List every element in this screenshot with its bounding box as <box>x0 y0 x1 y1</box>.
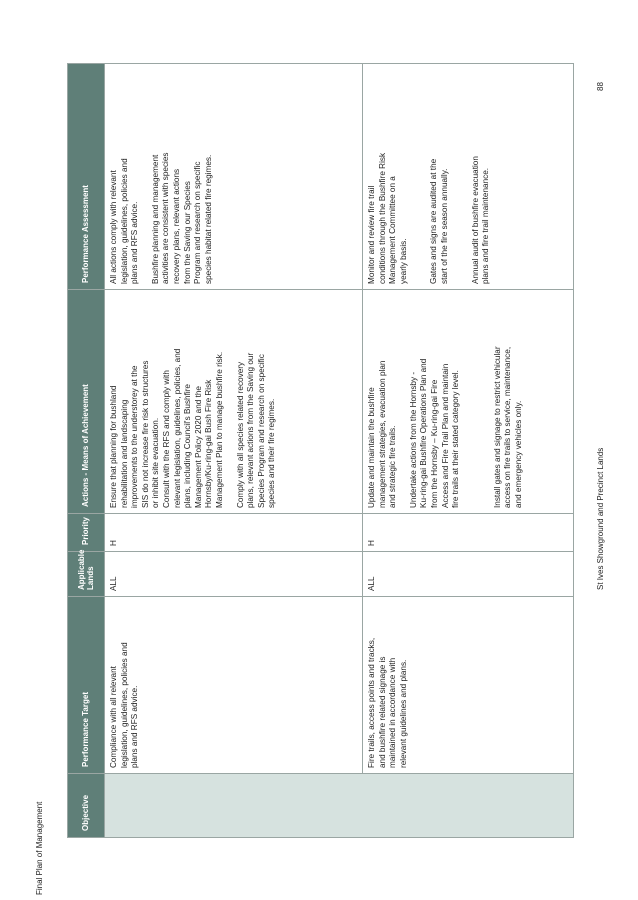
text-line: Undertake actions from the Hornsby - <box>408 371 418 508</box>
text-line: Management Committee on a <box>388 176 398 284</box>
text-line: improvements to the understorey at the <box>130 365 140 508</box>
paragraph-gap <box>451 69 471 284</box>
text-line: Management Plan to manage bushfire risk. <box>214 351 224 508</box>
text-line: access on fire trails to service, maintenance, <box>503 346 513 508</box>
target-cell <box>363 597 574 774</box>
text-line: Program and research on specific <box>193 161 203 284</box>
text-line: start of the fire season annually. <box>439 168 449 284</box>
paragraph-gap <box>409 69 429 284</box>
target-cell <box>105 597 363 774</box>
text-line: relevant guidelines and plans. <box>398 659 408 768</box>
text-line: plans, including Council's Bushfire <box>183 384 193 508</box>
table-row <box>105 64 363 838</box>
header-priority: Priority <box>68 514 105 552</box>
management-actions-table <box>67 63 574 838</box>
text-line: management strategies, evacuation plan <box>377 360 387 508</box>
text-line: Monitor and review fire trail <box>367 185 376 284</box>
lands-cell: ALL <box>105 552 363 597</box>
text-line: All actions comply with relevant <box>109 170 118 284</box>
footer-document-title: Final Plan of Management <box>35 801 44 895</box>
text-line: species habitat related fire regimes. <box>203 154 213 284</box>
text-line: Comply with all species related recovery <box>235 361 245 508</box>
header-performance-assessment: Performance Assessment <box>68 64 105 290</box>
text-line: Annual audit of bushfire evacuation <box>470 156 480 284</box>
text-line: Access and Fire Trail Plan and maintain <box>440 363 450 508</box>
text-line: Fire trails, access points and tracks, <box>367 637 376 768</box>
footer-site-name: St Ives Showground and Precinct Lands <box>596 447 605 590</box>
assessment-cell <box>105 64 363 290</box>
text-line: relevant legislation, guidelines, policies, and <box>172 348 182 508</box>
text-line: Bushfire planning and management <box>150 154 160 284</box>
header-actions: Actions - Means of Achievement <box>68 290 105 514</box>
priority-cell: H <box>105 514 363 552</box>
objective-cell <box>105 774 574 838</box>
table-header-row <box>68 64 105 838</box>
actions-cell <box>105 290 363 514</box>
header-objective: Objective <box>68 774 105 838</box>
text-line: from the Saving our Species <box>182 181 192 284</box>
header-applicable-lands: Applicable Lands <box>68 552 105 597</box>
text-line: activities are consistent with species <box>161 152 171 284</box>
text-line: Update and maintain the bushfire <box>367 387 376 508</box>
text-line: and bushfire related signage is <box>377 656 387 768</box>
text-line: Compliance with all relevant <box>109 666 118 768</box>
text-line: SIS do not increase fire risk to structures <box>140 360 150 508</box>
text-line: Gates and signs are audited at the <box>429 158 439 284</box>
actions-cell <box>363 290 574 514</box>
text-line: conditions through the Bushfire Risk <box>377 152 387 284</box>
text-line: Hornsby/Ku-ring-gai Bush Fire Risk <box>204 379 214 508</box>
paragraph-gap <box>141 69 151 284</box>
header-performance-target: Performance Target <box>68 597 105 774</box>
text-line: from the Hornsby – Ku-ring-gai Fire <box>429 379 439 508</box>
assessment-cell <box>363 64 574 290</box>
text-line: Species Program and research on specific <box>256 354 266 508</box>
text-line: legislation, guidelines, policies and <box>119 642 129 768</box>
paragraph-gap <box>462 295 493 508</box>
text-line: recovery plans, relevant actions <box>171 168 181 284</box>
priority-cell: H <box>363 514 574 552</box>
page-number: 88 <box>596 82 605 91</box>
text-line: yearly basis. <box>398 238 408 284</box>
text-line: Ku-ring-gai Bushfire Operations Plan and <box>419 358 429 508</box>
text-line: rehabilitation and landscaping <box>119 399 129 508</box>
text-line: and emergency vehicles only. <box>513 400 523 508</box>
paragraph-gap <box>226 295 236 508</box>
text-line: Ensure that planning for bushland <box>109 385 118 508</box>
lands-cell: ALL <box>363 552 574 597</box>
text-line: plans and fire trail maintenance. <box>481 167 491 284</box>
rotated-table-container <box>67 64 574 838</box>
text-line: and strategic fire trails. <box>388 425 398 508</box>
text-line: plans and RFS advice. <box>130 201 140 284</box>
table-row <box>363 64 574 838</box>
text-line: Consult with the RFS and comply with <box>161 370 171 508</box>
text-line: species and their fire regimes. <box>267 398 277 508</box>
paragraph-gap <box>399 295 409 508</box>
text-line: legislation, guidelines, policies and <box>119 158 129 284</box>
text-line: Install gates and signage to restrict vehicular <box>492 346 502 508</box>
text-line: maintained in accordance with <box>388 657 398 768</box>
text-line: plans, relevant actions from the Saving our <box>246 352 256 508</box>
text-line: Management Policy 2020 and the <box>193 386 203 508</box>
text-line: fire trails at their stated category level. <box>451 370 461 508</box>
text-line: plans and RFS advice. <box>130 685 140 768</box>
text-line: or inhibit site evacuation. <box>151 417 161 508</box>
